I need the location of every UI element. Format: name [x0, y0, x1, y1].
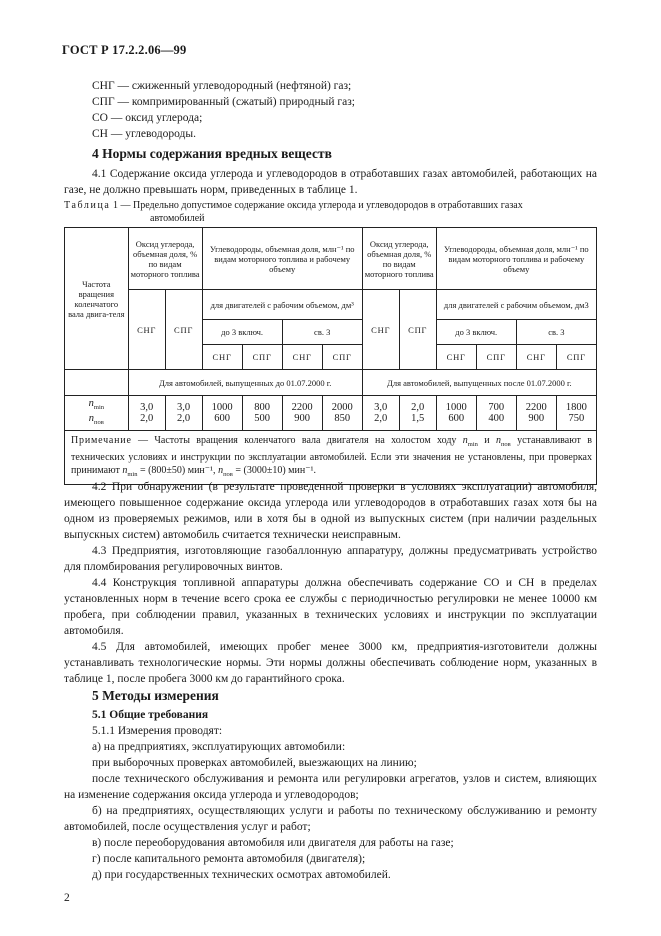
ch-spg-upto3-after: СПГ [476, 345, 516, 370]
value-cell: 1800 750 [556, 396, 596, 431]
table-caption-text: 1 — Предельно допустимое содержание оксида углерода и углеводородов в отработавших газах [112, 200, 523, 211]
document-header: ГОСТ Р 17.2.2.06—99 [62, 43, 187, 57]
value-cell: 1000 600 [436, 396, 476, 431]
ch-spg-upto3-before: СПГ [242, 345, 282, 370]
section-5-title: 5 Методы измерения [92, 688, 219, 703]
paragraph-4-3: 4.3 Предприятия, изготовляющие газобаллонную аппаратуру, должны предусматривать устройство для пломбирования регулировочных винтов. [64, 545, 597, 573]
ch-header-before: Углеводороды, объемная доля, млн⁻¹ по видам моторного топлива и рабочему объему [202, 228, 362, 290]
co-sng-after: СНГ [362, 290, 399, 370]
period-before: Для автомобилей, выпущенных до 01.07.2000 г. [128, 370, 362, 396]
item-a: а) на предприятиях, эксплуатирующих автомобили: [92, 741, 346, 753]
co-spg-before: СПГ [165, 290, 202, 370]
item-v: в) после переоборудования автомобиля или двигателя для работы на газе; [92, 837, 454, 849]
abbr-sng: СНГ — сжиженный углеводородный (нефтяной) газ; [92, 80, 352, 92]
table-row [65, 396, 597, 431]
over3-after: св. 3 [516, 320, 596, 345]
value-cell: 2200 900 [282, 396, 322, 431]
engine-header-after: для двигателей с рабочим объемом, дм3 [436, 290, 596, 320]
value-cell: 2,0 1,5 [399, 396, 436, 431]
page-number: 2 [64, 892, 70, 904]
subsection-5-1-title: 5.1 Общие требования [92, 709, 209, 721]
value-cell: 2200 900 [516, 396, 556, 431]
co-header-after: Оксид углерода, объемная доля, % по видам моторного топлива [362, 228, 436, 290]
co-sng-before: СНГ [128, 290, 165, 370]
item-g: г) после капитального ремонта автомобиля (двигателя); [92, 853, 366, 865]
abbr-ch: СН — углеводороды. [92, 128, 196, 140]
ch-sng-upto3-before: СНГ [202, 345, 242, 370]
item-b: б) на предприятиях, осуществляющих услуги и работы по техническому обслуживанию и ремонту автомобилей, после осуществления услуг и работ; [64, 805, 597, 833]
ch-sng-upto3-after: СНГ [436, 345, 476, 370]
paragraph-4-4: 4.4 Конструкция топливной аппаратуры должна обеспечивать содержание СО и СН в пределах установленных норм в течение всего срока ее службы с периодичностью регулировки не менее 10000 км пробега, при соблюдении правил, указанных в технических условиях и инструкции по эксплуатации автомобиля. [64, 577, 597, 637]
upto3-before: до 3 включ. [202, 320, 282, 345]
value-cell: 3,0 2,0 [165, 396, 202, 431]
value-cell: 3,0 2,0 [128, 396, 165, 431]
ch-spg-over3-before: СПГ [322, 345, 362, 370]
engine-header-before: для двигателей с рабочим объемом, дм³ [202, 290, 362, 320]
item-d: д) при государственных технических осмотрах автомобилей. [92, 869, 391, 881]
value-cell: 700 400 [476, 396, 516, 431]
paragraph-4-2: 4.2 При обнаружении (в результате проведенной проверки в условиях эксплуатации) автомобиля, имеющего повышенное содержание оксида углерода или углеводородов в отработавших газах хотя бы на одном из проверяемых режимов, или в хотя бы в одной из выпускных систем (при наличии раздельных выпускных систем) автомобиль считается технически неисправным. [64, 481, 597, 541]
table-note: Примечание — Частоты вращения коленчатого вала двигателя на холостом ходу $n_{min}$ и $n_{пов}$ устанавливают в технических условиях и инструкции по эксплуатации автомобилей. Если эти значения не установлены, при проверках принимают $n_{min} = (800\pm 50)$ мин⁻¹, $n_{пов} = (3000\pm 10)$ мин⁻¹. [65, 431, 597, 485]
over3-before: св. 3 [282, 320, 362, 345]
ch-sng-over3-after: СНГ [516, 345, 556, 370]
clause-5-1-1: 5.1.1 Измерения проводят: [92, 725, 223, 737]
co-header-before: Оксид углерода, объемная доля, % по видам моторного топлива [128, 228, 202, 290]
period-after: Для автомобилей, выпущенных после 01.07.2000 г. [362, 370, 596, 396]
ch-header-after: Углеводороды, объемная доля, млн⁻¹ по видам моторного топлива и рабочему объему [436, 228, 596, 290]
co-spg-after: СПГ [399, 290, 436, 370]
table-caption-line2: автомобилей [150, 213, 205, 224]
value-cell: 3,0 2,0 [362, 396, 399, 431]
ch-spg-over3-after: СПГ [556, 345, 596, 370]
item-a-2: после технического обслуживания и ремонта или регулировки агрегатов, узлов и систем, влияющих на изменение содержания оксида углерода и углеводородов; [64, 773, 597, 801]
abbr-co: СО — оксид углерода; [92, 112, 203, 124]
abbr-spg: СПГ — компримированный (сжатый) природный газ; [92, 96, 355, 108]
row-labels: $n_{min}$ $n_{пов}$ [65, 396, 129, 431]
value-cell: 1000 600 [202, 396, 242, 431]
value-cell: 2000 850 [322, 396, 362, 431]
value-cell: 800 500 [242, 396, 282, 431]
table-caption-word: Таблица [64, 200, 111, 211]
section-4-title: 4 Нормы содержания вредных веществ [92, 146, 332, 161]
upto3-after: до 3 включ. [436, 320, 516, 345]
norms-table [64, 227, 597, 485]
item-a-1: при выборочных проверках автомобилей, выезжающих на линию; [92, 757, 417, 769]
paragraph-4-5: 4.5 Для автомобилей, имеющих пробег менее 3000 км, предприятия-изготовители должны устанавливать технологические нормы. Эти нормы должны обеспечивать соблюдение норм, указанных в таблице 1, после пробега 3000 км до гарантийного срока. [64, 641, 597, 685]
col-speed-header: Частота вращения коленчатого вала двига-теля [65, 228, 129, 370]
ch-sng-over3-before: СНГ [282, 345, 322, 370]
table-caption [64, 199, 604, 225]
paragraph-4-1: 4.1 Содержание оксида углерода и углеводородов в отработавших газах автомобилей, работающих на газе, не должно превышать норм, приведенных в таблице 1. [64, 168, 597, 196]
